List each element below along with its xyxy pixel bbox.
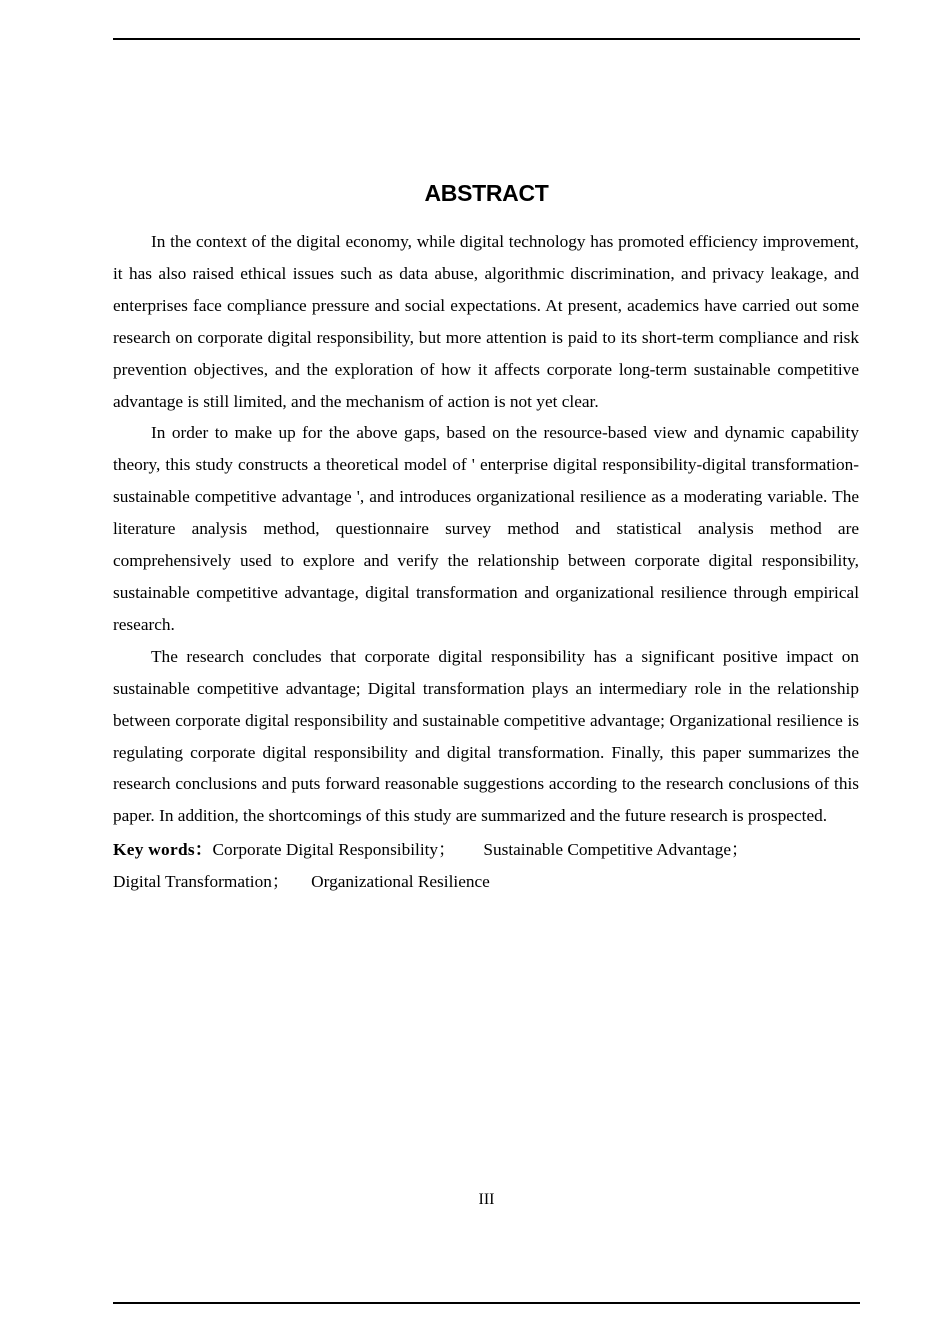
header-rule	[113, 38, 860, 40]
abstract-body	[113, 226, 859, 898]
abstract-paragraph-2: In order to make up for the above gaps, based on the resource-based view and dynamic capability theory, this study constructs a theoretical model of ' enterprise digital responsibility-digital transformation-sustainable competitive advantage ', and introduces organizational resilience as a moderating variable. The literature analysis method, questionnaire survey method and statistical analysis method are comprehensively used to explore and verify the relationship between corporate digital responsibility, sustainable competitive advantage, digital transformation and organizational resilience through empirical research.	[113, 423, 859, 634]
keyword-item: Organizational Resilience	[311, 872, 490, 892]
keywords	[113, 834, 859, 898]
abstract-paragraph-1: In the context of the digital economy, while digital technology has promoted efficiency improvement, it has also raised ethical issues such as data abuse, algorithmic discrimination, and privacy leakage, and enterprises face compliance pressure and social expectations. At present, academics have carried out some research on corporate digital responsibility, but more attention is paid to its short-term compliance and risk prevention objectives, and the exploration of how it affects corporate long-term sustainable competitive advantage is still limited, and the mechanism of action is not yet clear.	[113, 232, 859, 411]
footer-rule	[113, 1302, 860, 1304]
abstract-paragraph-3: The research concludes that corporate digital responsibility has a significant positive impact on sustainable competitive advantage; Digital transformation plays an intermediary role in the relationship between corporate digital responsibility and sustainable competitive advantage; Organizational resilience is regulating corporate digital responsibility and digital transformation. Finally, this paper summarizes the research conclusions and puts forward reasonable suggestions according to the research conclusions of this paper. In addition, the shortcomings of this study are summarized and the future research is prospected.	[113, 646, 859, 826]
keyword-item: Digital Transformation；	[113, 872, 290, 892]
page-number: III	[478, 1191, 495, 1208]
abstract-title: ABSTRACT	[424, 180, 549, 207]
keyword-item: Corporate Digital Responsibility；	[212, 840, 456, 860]
keywords-label: Key words：	[113, 840, 213, 860]
keyword-item: Sustainable Competitive Advantage；	[483, 840, 749, 860]
